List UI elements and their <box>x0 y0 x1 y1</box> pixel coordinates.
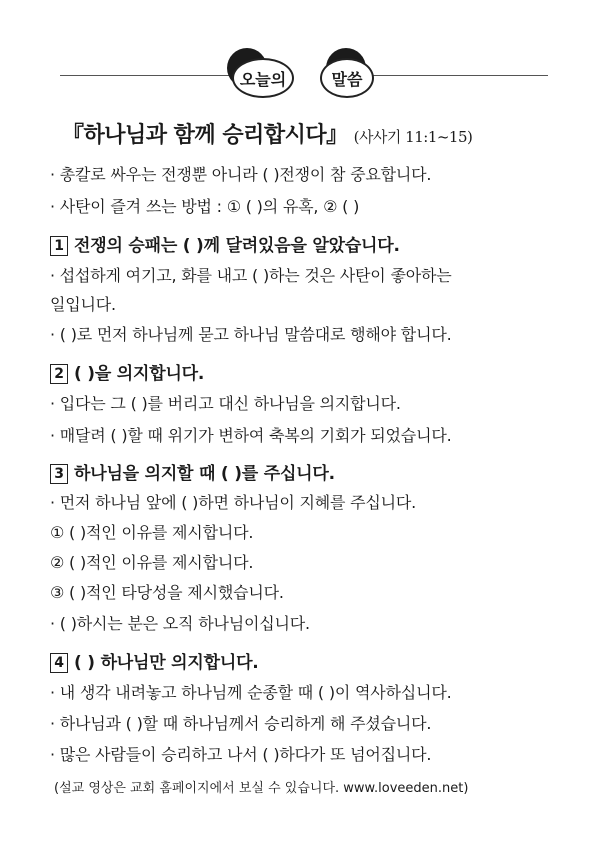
section-heading-text: 하나님을 의지할 때 ( )를 주십니다. <box>74 464 335 484</box>
sermon-title-line <box>62 118 582 149</box>
list-item: ② ( )적인 이유를 제시합니다. <box>50 553 254 572</box>
section-heading-2 <box>50 359 570 384</box>
list-item: 일입니다. <box>50 295 116 314</box>
list-item: · ( )로 먼저 하나님께 묻고 하나님 말씀대로 행해야 합니다. <box>50 325 452 344</box>
list-item: · 총칼로 싸우는 전쟁뿐 아니라 ( )전쟁이 참 중요합니다. <box>50 165 432 184</box>
list-item: · 하나님과 ( )할 때 하나님께서 승리하게 해 주셨습니다. <box>50 714 432 733</box>
header-rule-left <box>60 75 230 76</box>
scripture-reference: (사사기 11:1~15) <box>353 128 473 146</box>
sermon-title: 『하나님과 함께 승리합시다』 <box>62 123 348 148</box>
list-item: · 내 생각 내려놓고 하나님께 순종할 때 ( )이 역사하십니다. <box>50 683 452 702</box>
list-item: ③ ( )적인 타당성을 제시했습니다. <box>50 583 284 602</box>
section-number-box: 3 <box>50 464 68 484</box>
header <box>0 0 600 110</box>
list-item: · 사탄이 즐겨 쓰는 방법 : ① ( )의 유혹, ② ( ) <box>50 197 360 216</box>
header-badge-word: 말씀 <box>320 58 374 98</box>
section-heading-text: ( ) 하나님만 의지합니다. <box>74 653 259 673</box>
list-item: · ( )하시는 분은 오직 하나님이십니다. <box>50 614 310 633</box>
section-number-box: 1 <box>50 236 68 256</box>
list-item: · 입다는 그 ( )를 버리고 대신 하나님을 의지합니다. <box>50 394 401 413</box>
section-heading-4 <box>50 648 570 673</box>
section-heading-text: ( )을 의지합니다. <box>74 364 205 384</box>
list-item: · 매달려 ( )할 때 위기가 변하여 축복의 기회가 되었습니다. <box>50 426 452 445</box>
section-heading-text: 전쟁의 승패는 ( )께 달려있음을 알았습니다. <box>74 236 400 256</box>
section-heading-1 <box>50 231 570 256</box>
list-item: · 섭섭하게 여기고, 화를 내고 ( )하는 것은 사탄이 좋아하는 <box>50 266 452 285</box>
section-heading-3 <box>50 459 570 484</box>
section-number-box: 4 <box>50 653 68 673</box>
list-item: · 많은 사람들이 승리하고 나서 ( )하다가 또 넘어집니다. <box>50 745 432 764</box>
footnote: (설교 영상은 교회 홈페이지에서 보실 수 있습니다. www.loveeden.net) <box>54 781 469 796</box>
header-rule-right <box>368 75 548 76</box>
section-number-box: 2 <box>50 364 68 384</box>
list-item: ① ( )적인 이유를 제시합니다. <box>50 523 254 542</box>
header-badge-today: 오늘의 <box>232 58 294 98</box>
list-item: · 먼저 하나님 앞에 ( )하면 하나님이 지혜를 주십니다. <box>50 493 417 512</box>
